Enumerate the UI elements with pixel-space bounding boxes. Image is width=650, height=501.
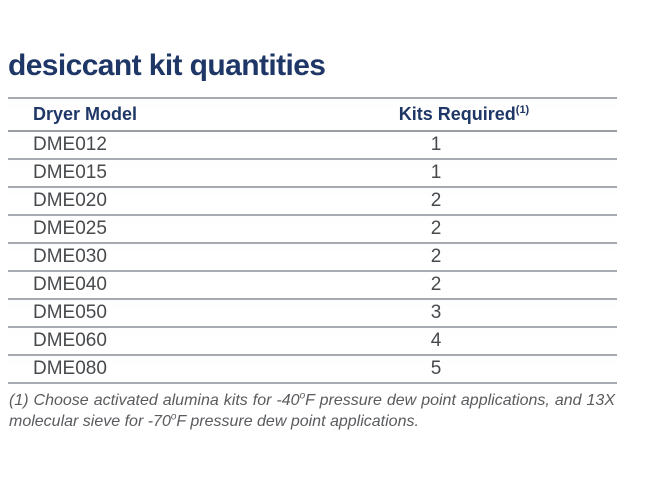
cell-dryer-model: DME050 [33,302,107,323]
column-header-dryer-model: Dryer Model [33,104,138,124]
cell-dryer-model: DME012 [33,134,107,155]
footnote-text-part2: F pressure dew point applications, and 13X molecular sieve for -70 [9,392,616,430]
footnote-degree-sup2: o [170,411,177,423]
cell-dryer-model: DME025 [33,218,107,239]
kits-required-footnote-marker: (1) [515,104,530,116]
cell-dryer-model: DME015 [33,162,107,183]
cell-dryer-model: DME040 [33,274,107,295]
cell-kits-required: 2 [430,246,442,267]
cell-dryer-model: DME080 [33,358,107,379]
cell-kits-required: 1 [430,134,442,155]
cell-kits-required: 2 [430,190,442,211]
footnote [9,390,615,432]
table-row [8,244,617,272]
footnote-degree-sup1: o [299,390,306,402]
table-row [8,272,617,300]
footnote-text-part3: F pressure dew point applications. [176,413,419,430]
footnote-text-part1: (1) Choose activated alumina kits for -40 [9,392,300,409]
cell-dryer-model: DME030 [33,246,107,267]
table-row [8,188,617,216]
cell-kits-required: 2 [430,218,442,239]
table-row [8,160,617,188]
table-row [8,356,617,384]
column-header-kits-required-label: Kits Required [398,104,516,124]
page-title: desiccant kit quantities [8,49,326,82]
table-header-row [8,99,617,132]
table-row [8,328,617,356]
cell-kits-required: 4 [430,330,442,351]
cell-kits-required: 5 [430,358,442,379]
cell-kits-required: 3 [430,302,442,323]
cell-kits-required: 1 [430,162,442,183]
cell-dryer-model: DME060 [33,330,107,351]
desiccant-kit-table [8,97,617,384]
column-header-kits-required [255,104,617,125]
table-row [8,216,617,244]
cell-dryer-model: DME020 [33,190,107,211]
table-row [8,300,617,328]
table-row [8,132,617,160]
cell-kits-required: 2 [430,274,442,295]
